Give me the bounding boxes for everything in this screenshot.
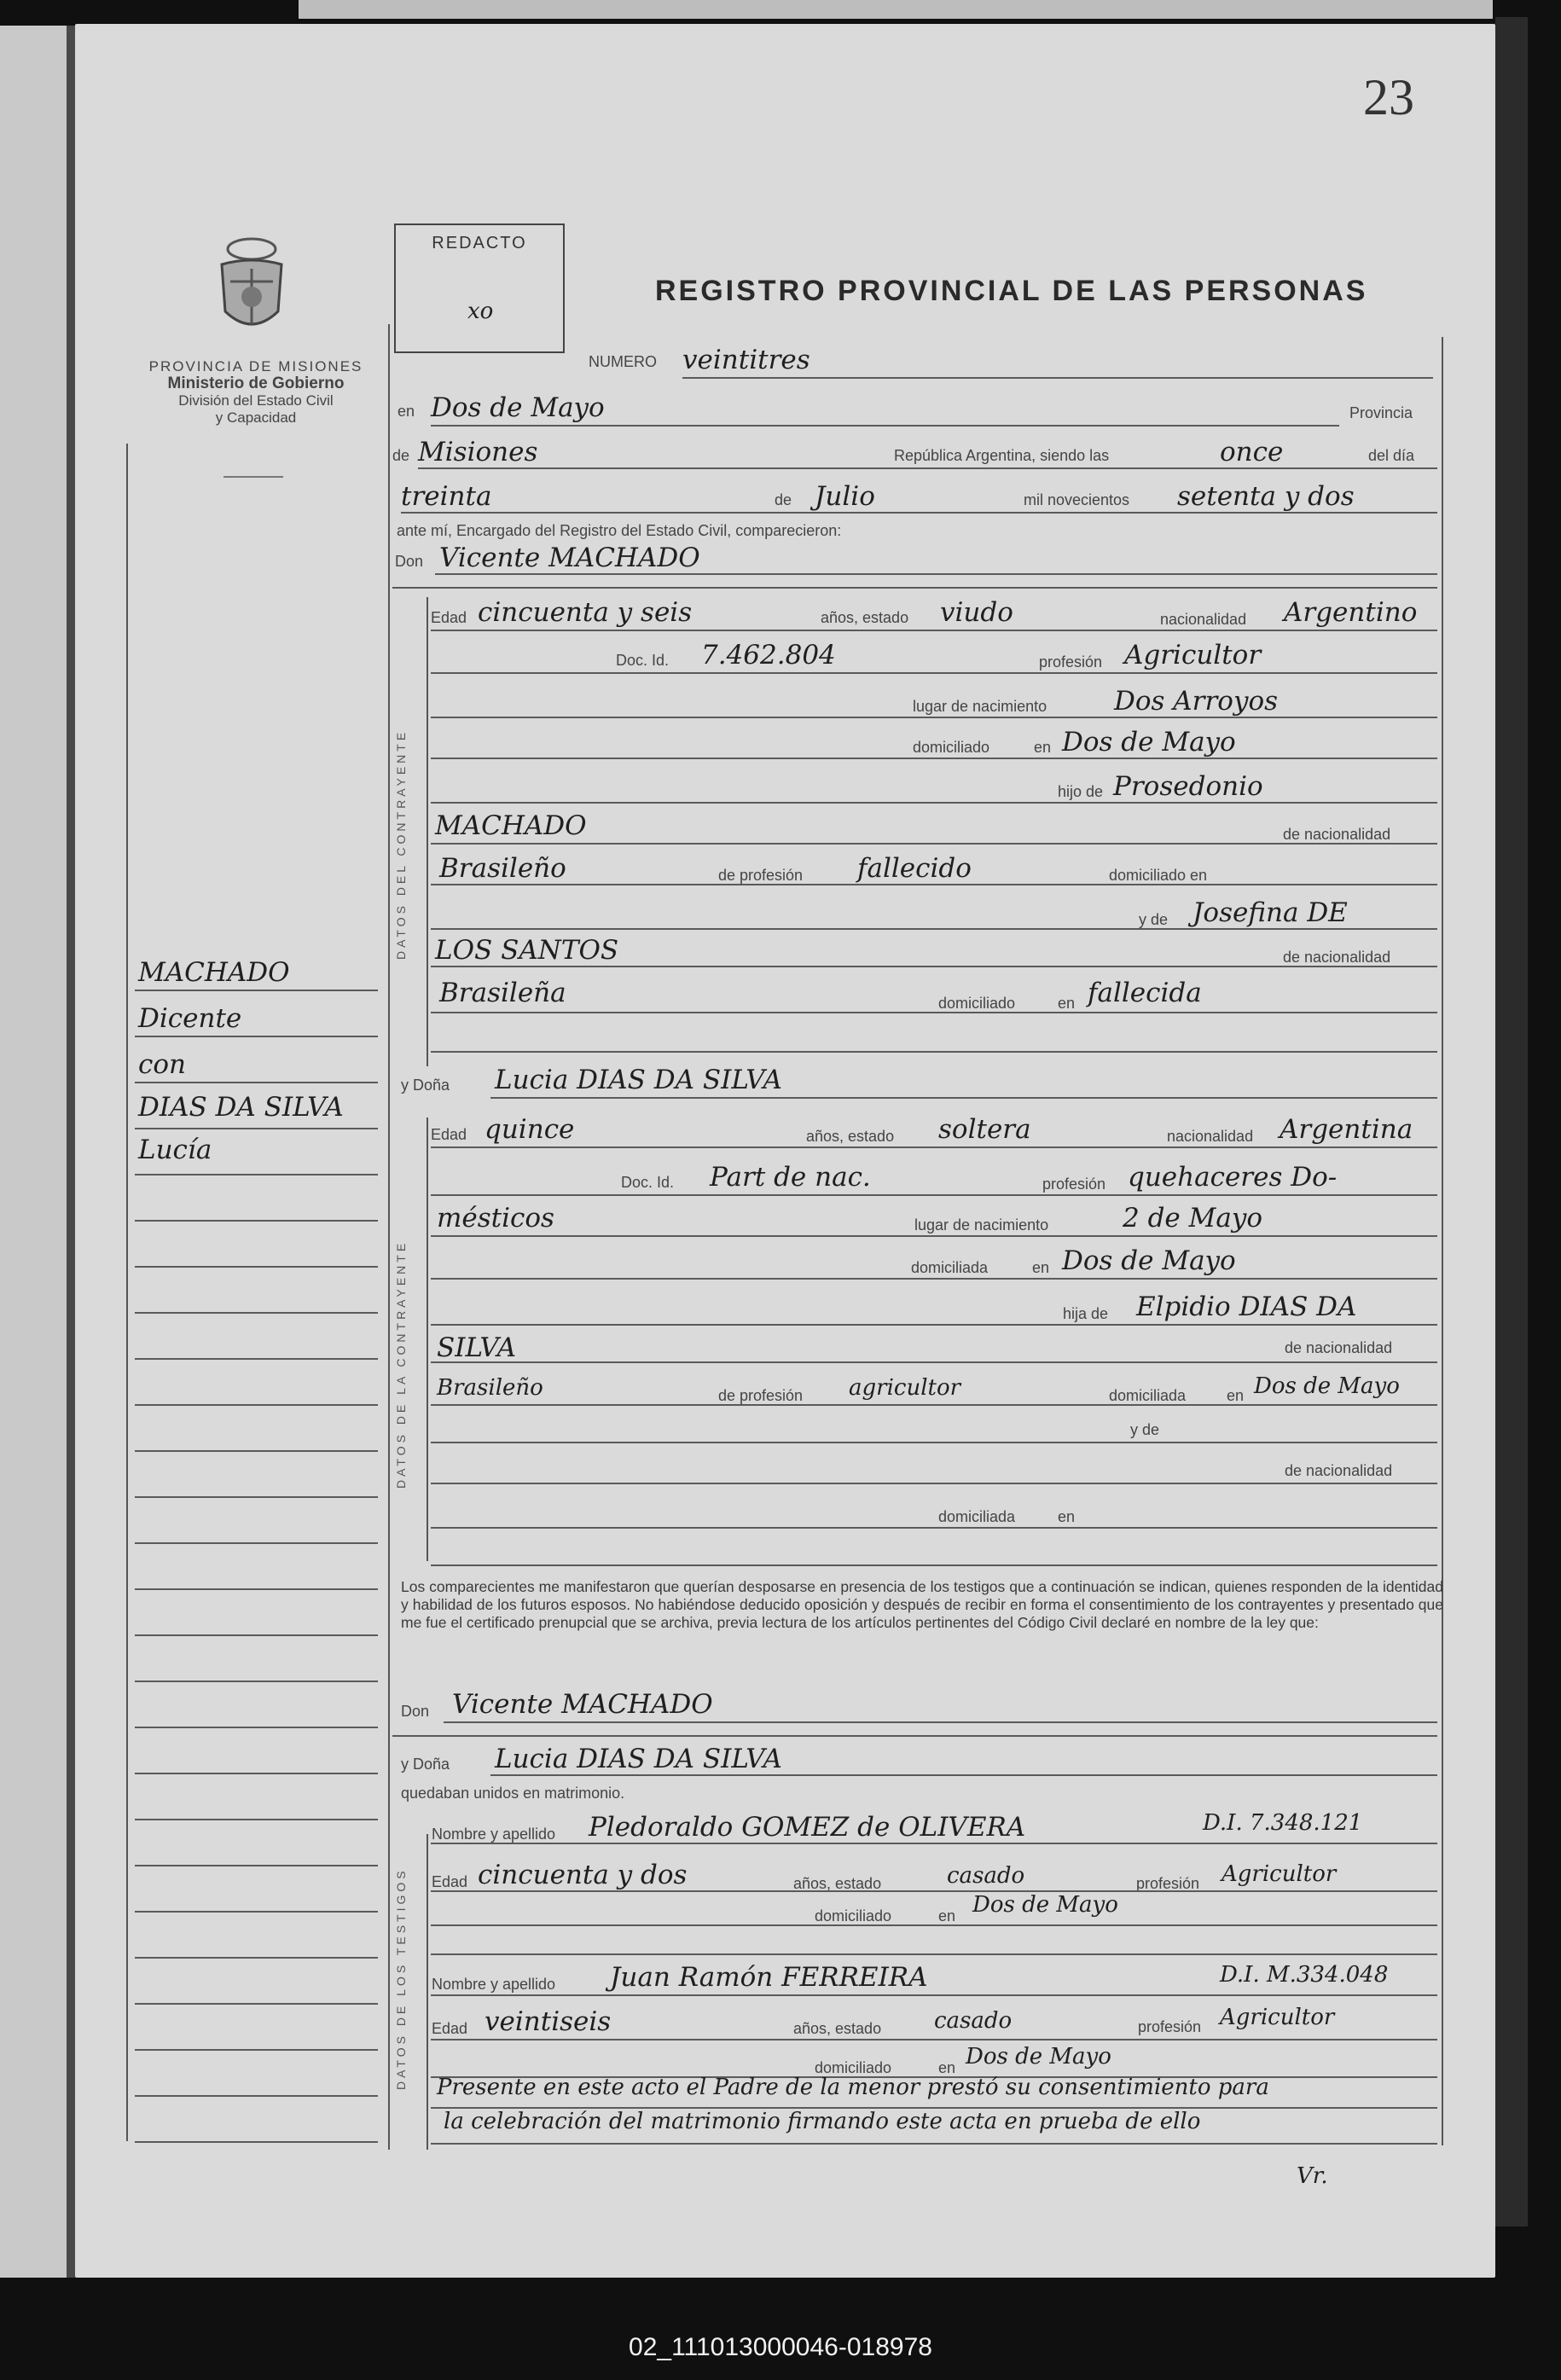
bride-father-profession: agricultor — [849, 1375, 961, 1401]
margin-note-line-5: Lucía — [138, 1135, 212, 1165]
margin-note-line-4: DIAS DA SILVA — [138, 1092, 344, 1123]
groom-doc: 7.462.804 — [701, 640, 836, 670]
label-domiciliado-en-1: domiciliado en — [1109, 867, 1208, 884]
bride-nationality: Argentina — [1280, 1114, 1413, 1145]
label-quedaban: quedaban unidos en matrimonio. — [401, 1785, 625, 1802]
label-y-dona-decl: y Doña — [401, 1756, 450, 1773]
line-g3 — [431, 717, 1437, 718]
line-b10 — [431, 1527, 1437, 1529]
label-edad-w1: Edad — [432, 1873, 468, 1890]
groom-mother-address: fallecida — [1088, 978, 1202, 1008]
redacto-label: REDACTO — [432, 234, 527, 253]
initials: Vr. — [1297, 2163, 1328, 2189]
book-cover-edge — [1495, 17, 1528, 2226]
line-w6 — [431, 2039, 1437, 2040]
label-y-dona: y Doña — [401, 1077, 450, 1094]
label-mil: mil novecientos — [1024, 491, 1130, 508]
line-w5 — [431, 1994, 1437, 1996]
line-g6 — [431, 843, 1437, 845]
groom-father-profession: fallecido — [857, 853, 972, 884]
label-doc: Doc. Id. — [616, 652, 670, 669]
bride-status: soltera — [938, 1114, 1031, 1145]
line-w9 — [431, 2143, 1437, 2145]
label-anos-estado-b: años, estado — [806, 1128, 895, 1145]
groom-mother-nationality: Brasileña — [439, 978, 566, 1008]
line-don — [435, 573, 1437, 575]
groom-mother-1: Josefina DE — [1193, 897, 1348, 928]
label-de-profesion-b: de profesión — [718, 1387, 804, 1404]
label-provincia: Provincia — [1349, 404, 1413, 421]
label-domiciliada-b2: domiciliada — [1109, 1387, 1187, 1404]
line-w4 — [431, 1953, 1437, 1955]
label-en: en — [398, 403, 415, 420]
register-title: REGISTRO PROVINCIAL DE LAS PERSONAS — [655, 275, 1368, 307]
bride-section-rule — [427, 1117, 428, 1561]
witness2-age: veintiseis — [485, 2006, 612, 2037]
groom-nationality: Argentino — [1284, 597, 1418, 628]
witness2-name: Juan Ramón FERREIRA — [610, 1962, 928, 1993]
vertical-label-testigos: DATOS DE LOS TESTIGOS — [394, 1867, 408, 2090]
label-anos-estado-w1: años, estado — [793, 1875, 882, 1892]
act-hour: once — [1220, 437, 1284, 467]
witness-section-rule — [427, 1834, 428, 2150]
label-domiciliado-w1: domiciliado — [815, 1907, 892, 1924]
label-hija-de: hija de — [1063, 1305, 1109, 1322]
bride-profession-2: mésticos — [437, 1203, 554, 1234]
label-de-profesion-1: de profesión — [718, 867, 804, 884]
label-numero: NUMERO — [589, 353, 657, 370]
institution-ministry: Ministerio de Gobierno — [167, 374, 345, 392]
label-y-de-1: y de — [1139, 911, 1169, 928]
declaration-text: Los comparecientes me manifestaron que querían desposarse en presencia de los testigos que a continuación se indican, quienes responden de la identidad y habilidad de los futuros esposos. No habiéndose deducido oposición y después de recibir en forma el consentimiento de los contrayentes y presentado que me fue el certificado prenupcial que se archiva, previa lectura de los artículos pertinentes del Código Civil declaré en nombre de la ley que: — [401, 1578, 1443, 1631]
bride-father-2: SILVA — [437, 1332, 517, 1363]
institution-rule — [223, 476, 283, 478]
label-republica: República Argentina, siendo las — [894, 447, 1110, 464]
label-profesion: profesión — [1039, 653, 1103, 670]
witness1-name: Pledoraldo GOMEZ de OLIVERA — [589, 1812, 1026, 1843]
line-b2 — [431, 1194, 1437, 1196]
label-domiciliada: domiciliada — [911, 1259, 989, 1276]
label-edad-w2: Edad — [432, 2020, 468, 2037]
line-numero — [682, 377, 1433, 379]
label-doc-b: Doc. Id. — [621, 1174, 675, 1191]
label-en-w1: en — [938, 1907, 956, 1924]
line-dona — [490, 1097, 1437, 1099]
note-line-1: Presente en este acto el Padre de la menor prestó su consentimiento para — [437, 2075, 1269, 2100]
witness1-profession: Agricultor — [1222, 1861, 1337, 1887]
label-en-domicilio: en — [1034, 739, 1052, 756]
line-g1 — [431, 630, 1437, 631]
label-nacionalidad-b: nacionalidad — [1167, 1128, 1254, 1145]
right-column-rule — [1442, 337, 1443, 2145]
line-b4 — [431, 1278, 1437, 1280]
label-ante: ante mí, Encargado del Registro del Estado Civil, comparecieron: — [397, 522, 842, 539]
act-month: Julio — [815, 481, 875, 512]
bride-doc: Part de nac. — [710, 1162, 871, 1193]
label-de-mes: de — [775, 491, 792, 508]
label-domiciliado-2: domiciliado — [938, 995, 1016, 1012]
label-en-b3: en — [1058, 1508, 1076, 1525]
groom-profession: Agricultor — [1124, 640, 1262, 670]
witness1-doc: D.I. 7.348.121 — [1203, 1810, 1363, 1836]
groom-section-rule — [427, 597, 428, 1066]
line-de — [418, 467, 1437, 469]
left-column-rule — [126, 444, 128, 2141]
groom-father-2: MACHADO — [435, 810, 587, 841]
label-y-de-b: y de — [1130, 1421, 1160, 1438]
declared-groom: Vicente MACHADO — [452, 1689, 713, 1720]
label-de-nacionalidad-b1: de nacionalidad — [1285, 1339, 1393, 1356]
groom-name: Vicente MACHADO — [439, 543, 700, 573]
vertical-label-contrayente: DATOS DEL CONTRAYENTE — [394, 729, 408, 960]
bride-birthplace: 2 de Mayo — [1123, 1203, 1263, 1234]
label-nacionalidad: nacionalidad — [1160, 611, 1247, 628]
groom-father-nationality: Brasileño — [439, 853, 566, 884]
coat-of-arms-icon — [205, 230, 299, 341]
label-en-b2: en — [1227, 1387, 1245, 1404]
line-b5 — [431, 1324, 1437, 1326]
label-domiciliada-b3: domiciliada — [938, 1508, 1016, 1525]
witness1-status: casado — [947, 1863, 1025, 1889]
line-decl-2 — [392, 1735, 1437, 1737]
label-en-2: en — [1058, 995, 1076, 1012]
label-lugar: lugar de nacimiento — [913, 698, 1047, 715]
line-g7 — [431, 884, 1437, 885]
label-en-w2: en — [938, 2059, 956, 2076]
page-number: 23 — [1363, 69, 1414, 125]
margin-note-line-1: MACHADO — [138, 957, 290, 988]
bride-father-1: Elpidio DIAS DA — [1136, 1292, 1357, 1322]
groom-address: Dos de Mayo — [1062, 727, 1236, 758]
label-profesion-w2: profesión — [1138, 2018, 1202, 2035]
witness1-address: Dos de Mayo — [972, 1892, 1118, 1918]
previous-page-edge — [0, 26, 67, 2278]
witness2-doc: D.I. M.334.048 — [1220, 1962, 1389, 1988]
groom-mother-2: LOS SANTOS — [435, 935, 619, 966]
witness1-age: cincuenta y dos — [478, 1860, 688, 1890]
witness2-status: casado — [934, 2008, 1013, 2034]
label-lugar-b: lugar de nacimiento — [914, 1216, 1049, 1234]
page-top-strip — [299, 0, 1493, 19]
vertical-label-contrayenta: DATOS DE LA CONTRAYENTE — [394, 1239, 408, 1489]
institution-province: PROVINCIA DE MISIONES — [148, 358, 363, 374]
label-nombre-1: Nombre y apellido — [432, 1826, 556, 1843]
line-b1 — [431, 1146, 1437, 1148]
act-year: setenta y dos — [1177, 481, 1355, 512]
label-profesion-w1: profesión — [1136, 1875, 1200, 1892]
note-line-2: la celebración del matrimonio firmando este acta en prueba de ello — [444, 2109, 1201, 2134]
line-g8 — [431, 928, 1437, 930]
label-domiciliado-w2: domiciliado — [815, 2059, 892, 2076]
line-en — [431, 425, 1339, 427]
line-g10 — [431, 1012, 1437, 1013]
line-g2 — [431, 672, 1437, 674]
groom-status: viudo — [940, 597, 1013, 628]
line-g4 — [431, 758, 1437, 759]
label-profesion-b: profesión — [1042, 1175, 1106, 1193]
label-don-decl: Don — [401, 1703, 430, 1720]
bride-father-address: Dos de Mayo — [1254, 1373, 1400, 1399]
bride-father-nationality: Brasileño — [437, 1375, 543, 1401]
act-day: treinta — [401, 481, 492, 512]
line-g11 — [431, 1051, 1437, 1053]
label-en-b: en — [1032, 1259, 1050, 1276]
line-b6 — [431, 1361, 1437, 1363]
label-anos-estado: años, estado — [821, 609, 909, 626]
line-decl-1 — [444, 1721, 1437, 1723]
label-edad-b: Edad — [431, 1126, 467, 1143]
groom-birthplace: Dos Arroyos — [1114, 686, 1279, 717]
label-don: Don — [395, 553, 424, 570]
line-g5 — [431, 802, 1437, 804]
line-b3 — [431, 1235, 1437, 1237]
institution-block — [128, 358, 384, 427]
line-b11 — [431, 1564, 1437, 1566]
declared-bride: Lucia DIAS DA SILVA — [495, 1744, 782, 1774]
line-fecha — [401, 512, 1437, 514]
line-w3 — [431, 1924, 1437, 1926]
label-domiciliado: domiciliado — [913, 739, 990, 756]
institution-division: División del Estado Civil — [178, 392, 334, 409]
act-number: veintitres — [682, 345, 810, 375]
margin-note-line-2: Dicente — [138, 1003, 242, 1034]
groom-father-1: Prosedonio — [1113, 771, 1263, 802]
line-w2 — [431, 1890, 1437, 1892]
line-g9 — [431, 966, 1437, 967]
redacto-mark: xo — [467, 299, 494, 324]
bride-age: quince — [485, 1114, 575, 1145]
line-decl-3 — [490, 1774, 1437, 1776]
scan-id-footer: 02_111013000046-018978 — [629, 2333, 932, 2361]
margin-note-line-3: con — [138, 1049, 186, 1080]
label-de-nacionalidad-2: de nacionalidad — [1283, 949, 1391, 966]
line-w1 — [431, 1843, 1437, 1844]
line-b8 — [431, 1442, 1437, 1443]
label-del-dia: del día — [1368, 447, 1415, 464]
groom-age: cincuenta y seis — [478, 597, 693, 628]
act-place: Dos de Mayo — [431, 392, 605, 423]
label-de-nacionalidad-1: de nacionalidad — [1283, 826, 1391, 843]
label-hijo-de: hijo de — [1058, 783, 1104, 800]
label-edad: Edad — [431, 609, 467, 626]
bride-profession-1: quehaceres Do- — [1128, 1162, 1338, 1193]
bride-name: Lucia DIAS DA SILVA — [495, 1065, 782, 1095]
line-b7 — [431, 1404, 1437, 1406]
label-de: de — [392, 447, 410, 464]
label-de-nacionalidad-b2: de nacionalidad — [1285, 1462, 1393, 1479]
line-b9 — [431, 1483, 1437, 1484]
bride-address: Dos de Mayo — [1062, 1245, 1236, 1276]
label-anos-estado-w2: años, estado — [793, 2020, 882, 2037]
center-column-rule — [388, 324, 390, 2150]
witness2-address: Dos de Mayo — [966, 2044, 1111, 2069]
institution-capacity: y Capacidad — [215, 409, 297, 426]
book-gutter — [67, 26, 75, 2278]
line-don-2 — [392, 587, 1437, 589]
redacto-box — [394, 223, 565, 353]
act-province: Misiones — [418, 437, 538, 467]
witness2-profession: Agricultor — [1220, 2005, 1335, 2030]
label-nombre-2: Nombre y apellido — [432, 1976, 556, 1993]
